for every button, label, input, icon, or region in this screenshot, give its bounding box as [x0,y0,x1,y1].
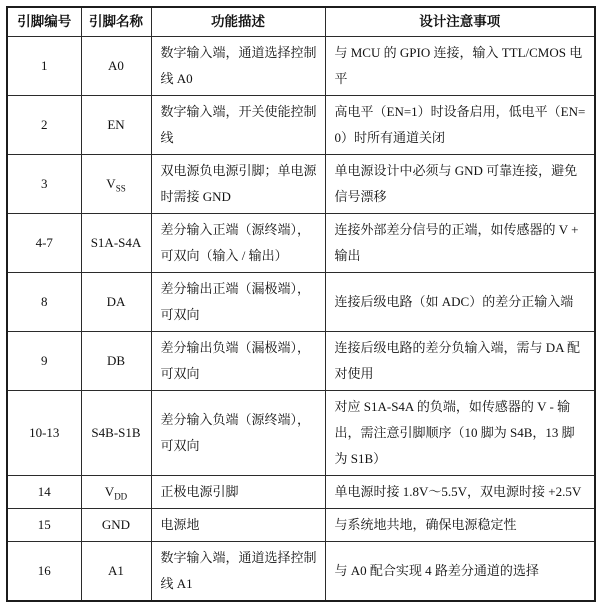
pin-name-text: A0 [108,58,124,73]
function-description-cell: 差分输入负端（源终端），可双向 [151,391,325,476]
pin-name-cell [81,273,151,332]
function-description-cell: 双电源负电源引脚；单电源时需接 GND [151,155,325,214]
function-description-cell: 数字输入端，通道选择控制线 A1 [151,542,325,602]
pin-name-cell [81,542,151,602]
table-row [7,509,595,542]
design-notes-cell: 单电源设计中必须与 GND 可靠连接，避免信号漂移 [325,155,595,214]
function-description-cell: 电源地 [151,509,325,542]
pin-name-text: S4B-S1B [91,425,141,440]
table-row [7,155,595,214]
pin-name-text: A1 [108,563,124,578]
table-row [7,476,595,509]
pin-name-text: S1A-S4A [90,235,142,250]
design-notes-cell: 连接后级电路（如 ADC）的差分正输入端 [325,273,595,332]
table-row [7,37,595,96]
pin-number-cell: 2 [7,96,81,155]
table-row [7,332,595,391]
table-row [7,391,595,476]
pin-name-cell [81,391,151,476]
pin-table [6,6,596,602]
pin-name-cell [81,476,151,509]
pin-name-text: DB [106,353,126,368]
column-header-function: 功能描述 [151,7,325,37]
table-row [7,214,595,273]
function-description-cell: 数字输入端，通道选择控制线 A0 [151,37,325,96]
design-notes-cell: 高电平（EN=1）时设备启用，低电平（EN=0）时所有通道关闭 [325,96,595,155]
pin-name-subscript: DD [114,491,128,502]
design-notes-cell: 对应 S1A-S4A 的负端，如传感器的 V - 输出，需注意引脚顺序（10 脚为 S4B，13 脚为 S1B） [325,391,595,476]
pin-table-header [7,7,595,37]
pin-table-body [7,37,595,602]
pin-name-text: V [104,484,115,499]
table-row [7,273,595,332]
function-description-cell: 差分输出正端（漏极端），可双向 [151,273,325,332]
pin-name-cell [81,37,151,96]
pin-number-cell: 15 [7,509,81,542]
pin-name-subscript: SS [115,183,126,194]
pin-name-cell [81,214,151,273]
design-notes-cell: 与 MCU 的 GPIO 连接，输入 TTL/CMOS 电平 [325,37,595,96]
pin-number-cell: 3 [7,155,81,214]
column-header-pin-number: 引脚编号 [7,7,81,37]
pin-number-cell: 16 [7,542,81,602]
design-notes-cell: 与 A0 配合实现 4 路差分通道的选择 [325,542,595,602]
header-row [7,7,595,37]
design-notes-cell: 连接后级电路的差分负输入端，需与 DA 配对使用 [325,332,595,391]
function-description-cell: 差分输入正端（源终端），可双向（输入 / 输出） [151,214,325,273]
table-row [7,542,595,602]
pin-name-text: EN [107,117,125,132]
pin-number-cell: 10-13 [7,391,81,476]
function-description-cell: 正极电源引脚 [151,476,325,509]
pin-name-text: GND [101,517,131,532]
pin-number-cell: 1 [7,37,81,96]
pin-name-cell [81,509,151,542]
function-description-cell: 数字输入端，开关使能控制线 [151,96,325,155]
pin-name-cell [81,96,151,155]
pin-name-text: DA [106,294,126,309]
design-notes-cell: 单电源时接 1.8V～5.5V，双电源时接 +2.5V [325,476,595,509]
function-description-cell: 差分输出负端（漏极端），可双向 [151,332,325,391]
column-header-pin-name: 引脚名称 [81,7,151,37]
design-notes-cell: 连接外部差分信号的正端，如传感器的 V + 输出 [325,214,595,273]
pin-number-cell: 8 [7,273,81,332]
pin-number-cell: 9 [7,332,81,391]
column-header-design-notes: 设计注意事项 [325,7,595,37]
table-row [7,96,595,155]
pin-name-cell [81,155,151,214]
pin-number-cell: 4-7 [7,214,81,273]
pin-name-text: V [106,176,116,191]
pin-name-cell [81,332,151,391]
pin-number-cell: 14 [7,476,81,509]
design-notes-cell: 与系统地共地，确保电源稳定性 [325,509,595,542]
